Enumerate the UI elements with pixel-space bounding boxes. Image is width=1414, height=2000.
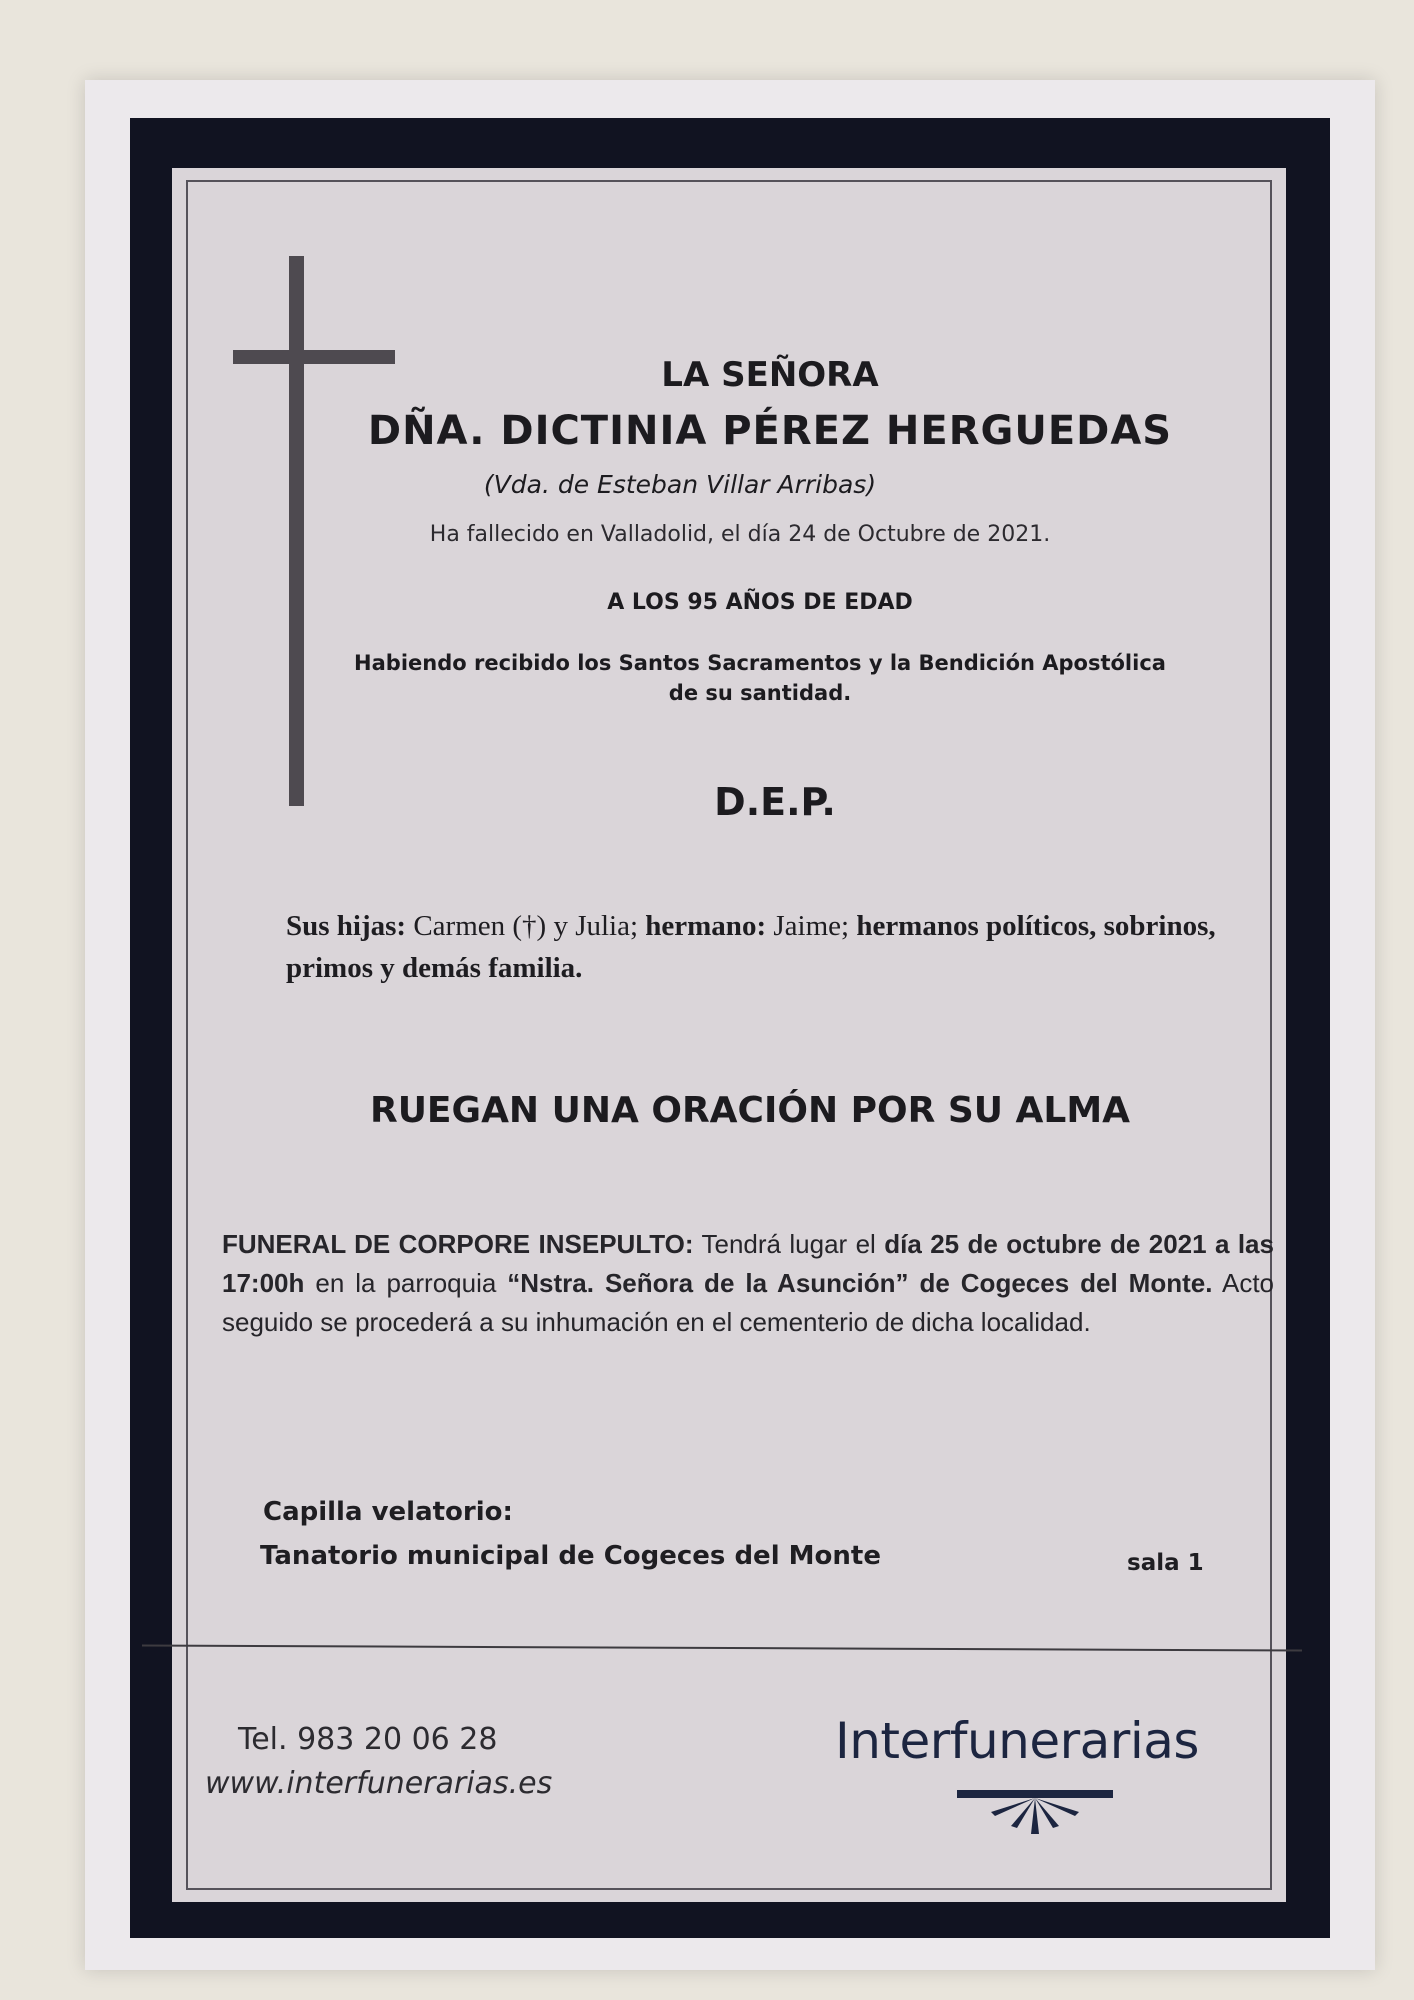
hijas-value: Carmen (†) y Julia; [406,910,646,942]
hermano-value: Jaime; [766,910,857,942]
widow-of: (Vda. de Esteban Villar Arribas) [483,470,877,499]
funeral-parish: “Nstra. Señora de la Asunción” de Cogeces del Monte. [507,1268,1213,1298]
title-line-1: LA SEÑORA [661,355,879,395]
website-link[interactable]: www.interfunerarias.es [205,1766,553,1801]
cross-icon [289,256,304,806]
fan-rays-logo-icon [955,1786,1115,1838]
room-number: sala 1 [1127,1550,1204,1576]
prayer-request: RUEGAN UNA ORACIÓN POR SU ALMA [369,1090,1131,1131]
funeral-label: FUNERAL DE CORPORE INSEPULTO: [222,1229,694,1259]
funeral-text-2: en la parroquia [304,1268,508,1298]
sacraments-line-2: de su santidad. [668,681,852,706]
funeral-text-1: Tendrá lugar el [693,1229,885,1259]
hijas-label: Sus hijas: [286,910,407,942]
deceased-name: DÑA. DICTINIA PÉREZ HERGUEDAS [367,408,1173,454]
brand-logo-text: Interfunerarias [835,1712,1199,1770]
hermano-label: hermano: [645,910,767,942]
funeral-date: día 25 de octubre de 2021 a las 17:00h [222,1229,1274,1298]
phone-number: Tel. 983 20 06 28 [238,1722,498,1757]
age-statement: A LOS 95 AÑOS DE EDAD [607,590,913,615]
funeral-text-3: Acto seguido se procederá a su inhumación en el cementerio de dicha localidad. [222,1268,1274,1337]
sacraments-line-1: Habiendo recibido los Santos Sacramentos y la Bendición Apostólica [354,651,1166,675]
family-rest: hermanos políticos, sobrinos, primos y demás familia. [286,910,1216,985]
sacraments-statement [320,648,1200,709]
dep: D.E.P. [714,780,836,824]
chapel-label: Capilla velatorio: [263,1497,513,1527]
family-list [286,905,1266,989]
death-statement: Ha fallecido en Valladolid, el día 24 de Octubre de 2021. [429,522,1051,547]
funeral-details [222,1225,1274,1342]
funeral-home: Tanatorio municipal de Cogeces del Monte [260,1541,881,1571]
